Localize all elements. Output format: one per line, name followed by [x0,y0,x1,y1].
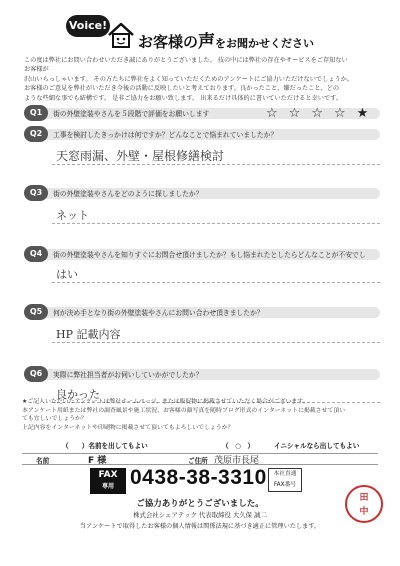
answer-text[interactable]: 良かった [56,388,100,401]
page-title [138,27,314,52]
question-text: 工事を検討したきっかけは何ですか？どんなことで悩まれていましたか？ [53,131,278,139]
privacy-text: 当アンケートで取得したお客様の個人情報は関係法規に基づき適正に管理いたします。 [79,523,321,530]
address-value[interactable]: 茂原市長尾 [214,456,260,466]
option-initial-mark[interactable]: （ ○ ） [222,442,255,450]
question-text: 何が決め手となり街の外壁塗装やさんにお問い合わせ頂きましたか？ [53,309,264,317]
question-number: Q5 [24,304,48,320]
answer-text[interactable]: HP 記載内容 [56,328,121,341]
intro-text [24,56,380,103]
thanks-text: ご協力ありがとうございました。 [136,499,264,509]
question-4 [24,246,380,302]
question-text: 街の外壁塗装やさんをどのように探しましたか？ [53,190,203,198]
question-2 [24,126,380,184]
fax-label-text: FAX [98,470,118,480]
question-number: Q1 [24,105,48,121]
option-initial-ok: イニシャルなら出してもよい [274,442,360,450]
note-line: 上記内容をインターネットや印刷物に掲載させて頂いてもよろしいでしょうか？ [22,424,234,431]
question-3 [24,185,380,247]
title-big: 声 [198,32,216,52]
note-line: 本アンケート用紙または弊社の調査風景や施工状況、お客様の顔写真を随時ブログ形式のインターネットに掲載させて頂い [22,407,346,414]
header [0,0,400,56]
fax-label [90,468,126,494]
intro-line: お客様のご意見を弊社がいただき今後の活動に反映したいと考えております。良かったこと、嫌だったこと、どの [24,85,340,93]
fax-label-sub: 専用 [101,483,114,490]
note-line: ★ご記入いただいたアンケートは弊社ホームページ、または販促物に掲載させていただく場合がございます。 [22,399,309,405]
fax-note-line: 本社直通 [273,471,297,477]
question-number: Q4 [24,246,48,262]
house-icon [106,20,136,50]
question-number: Q6 [24,366,48,382]
star-icon[interactable]: ☆ [333,106,346,121]
star-icon[interactable]: ☆ [311,106,323,121]
answer-text[interactable]: はい [56,268,78,281]
question-text: 実際に弊社担当者がお伺いしていかがでしたか？ [53,371,203,379]
stamp-line: 田 [359,493,369,503]
note-line: ても宜しいでしょうか？ [22,416,87,423]
intro-line: 沢山いらっしゃいます。 その方たちに弊社をよく知っていただくためのアンケートにご協力いただけないでしょうか。 [24,75,354,83]
star-icon[interactable]: ★ [356,106,369,121]
title-small: をお聞かせください [215,37,315,50]
intro-line: この度は弊社にお問い合わせいただき誠にありがとうございました。 技の中には弊社の存在やサービスをご存知ない [24,57,348,64]
voice-badge: Voice! [66,15,110,37]
star-icon[interactable]: ☆ [266,106,278,121]
respondent-row [22,453,378,465]
fax-note [268,468,302,492]
question-1 [24,105,380,125]
question-number: Q3 [24,185,48,201]
consent-note [22,398,382,432]
company-text: 株式会社シェアテック 代表取締役 大久保 誠二 [133,511,267,519]
answer-text[interactable]: ネット [56,209,89,222]
stamp-line: 中 [359,507,369,517]
question-number: Q2 [24,126,48,142]
intro-line: ような些細な事でも結構です。 是非ご協力をお願い致します。 出来るだけ具体的に書いていただけると幸いです。 [24,94,343,102]
disclosure-options [22,440,378,451]
name-value[interactable]: F 様 [88,456,107,466]
fax-block [90,466,310,496]
hanko-stamp [345,485,383,523]
title-main: お客様の [138,33,199,51]
question-text: 街の外壁塗装やさんを知りすぐにお問合せ頂けましたか？もし悩まれたとしたらどんなことが不安でし [53,251,366,259]
name-label: 名前 [36,457,50,465]
question-text: 街の外壁塗装やさんを５段階で評価をお願いします [53,110,210,118]
question-5 [24,304,380,362]
address-label: ご住所 [188,457,208,465]
fax-note-line: FAX番号 [273,482,297,488]
option-name-ok[interactable]: （ ）名前を出してもよい [62,442,148,450]
star-icon[interactable]: ☆ [288,106,301,121]
intro-line: お客様が [24,66,49,74]
fax-number: 0438-38-3310 [130,466,267,489]
rating-stars [266,107,368,120]
answer-text[interactable]: 天窓雨漏、外壁・屋根修繕検討 [56,149,225,163]
